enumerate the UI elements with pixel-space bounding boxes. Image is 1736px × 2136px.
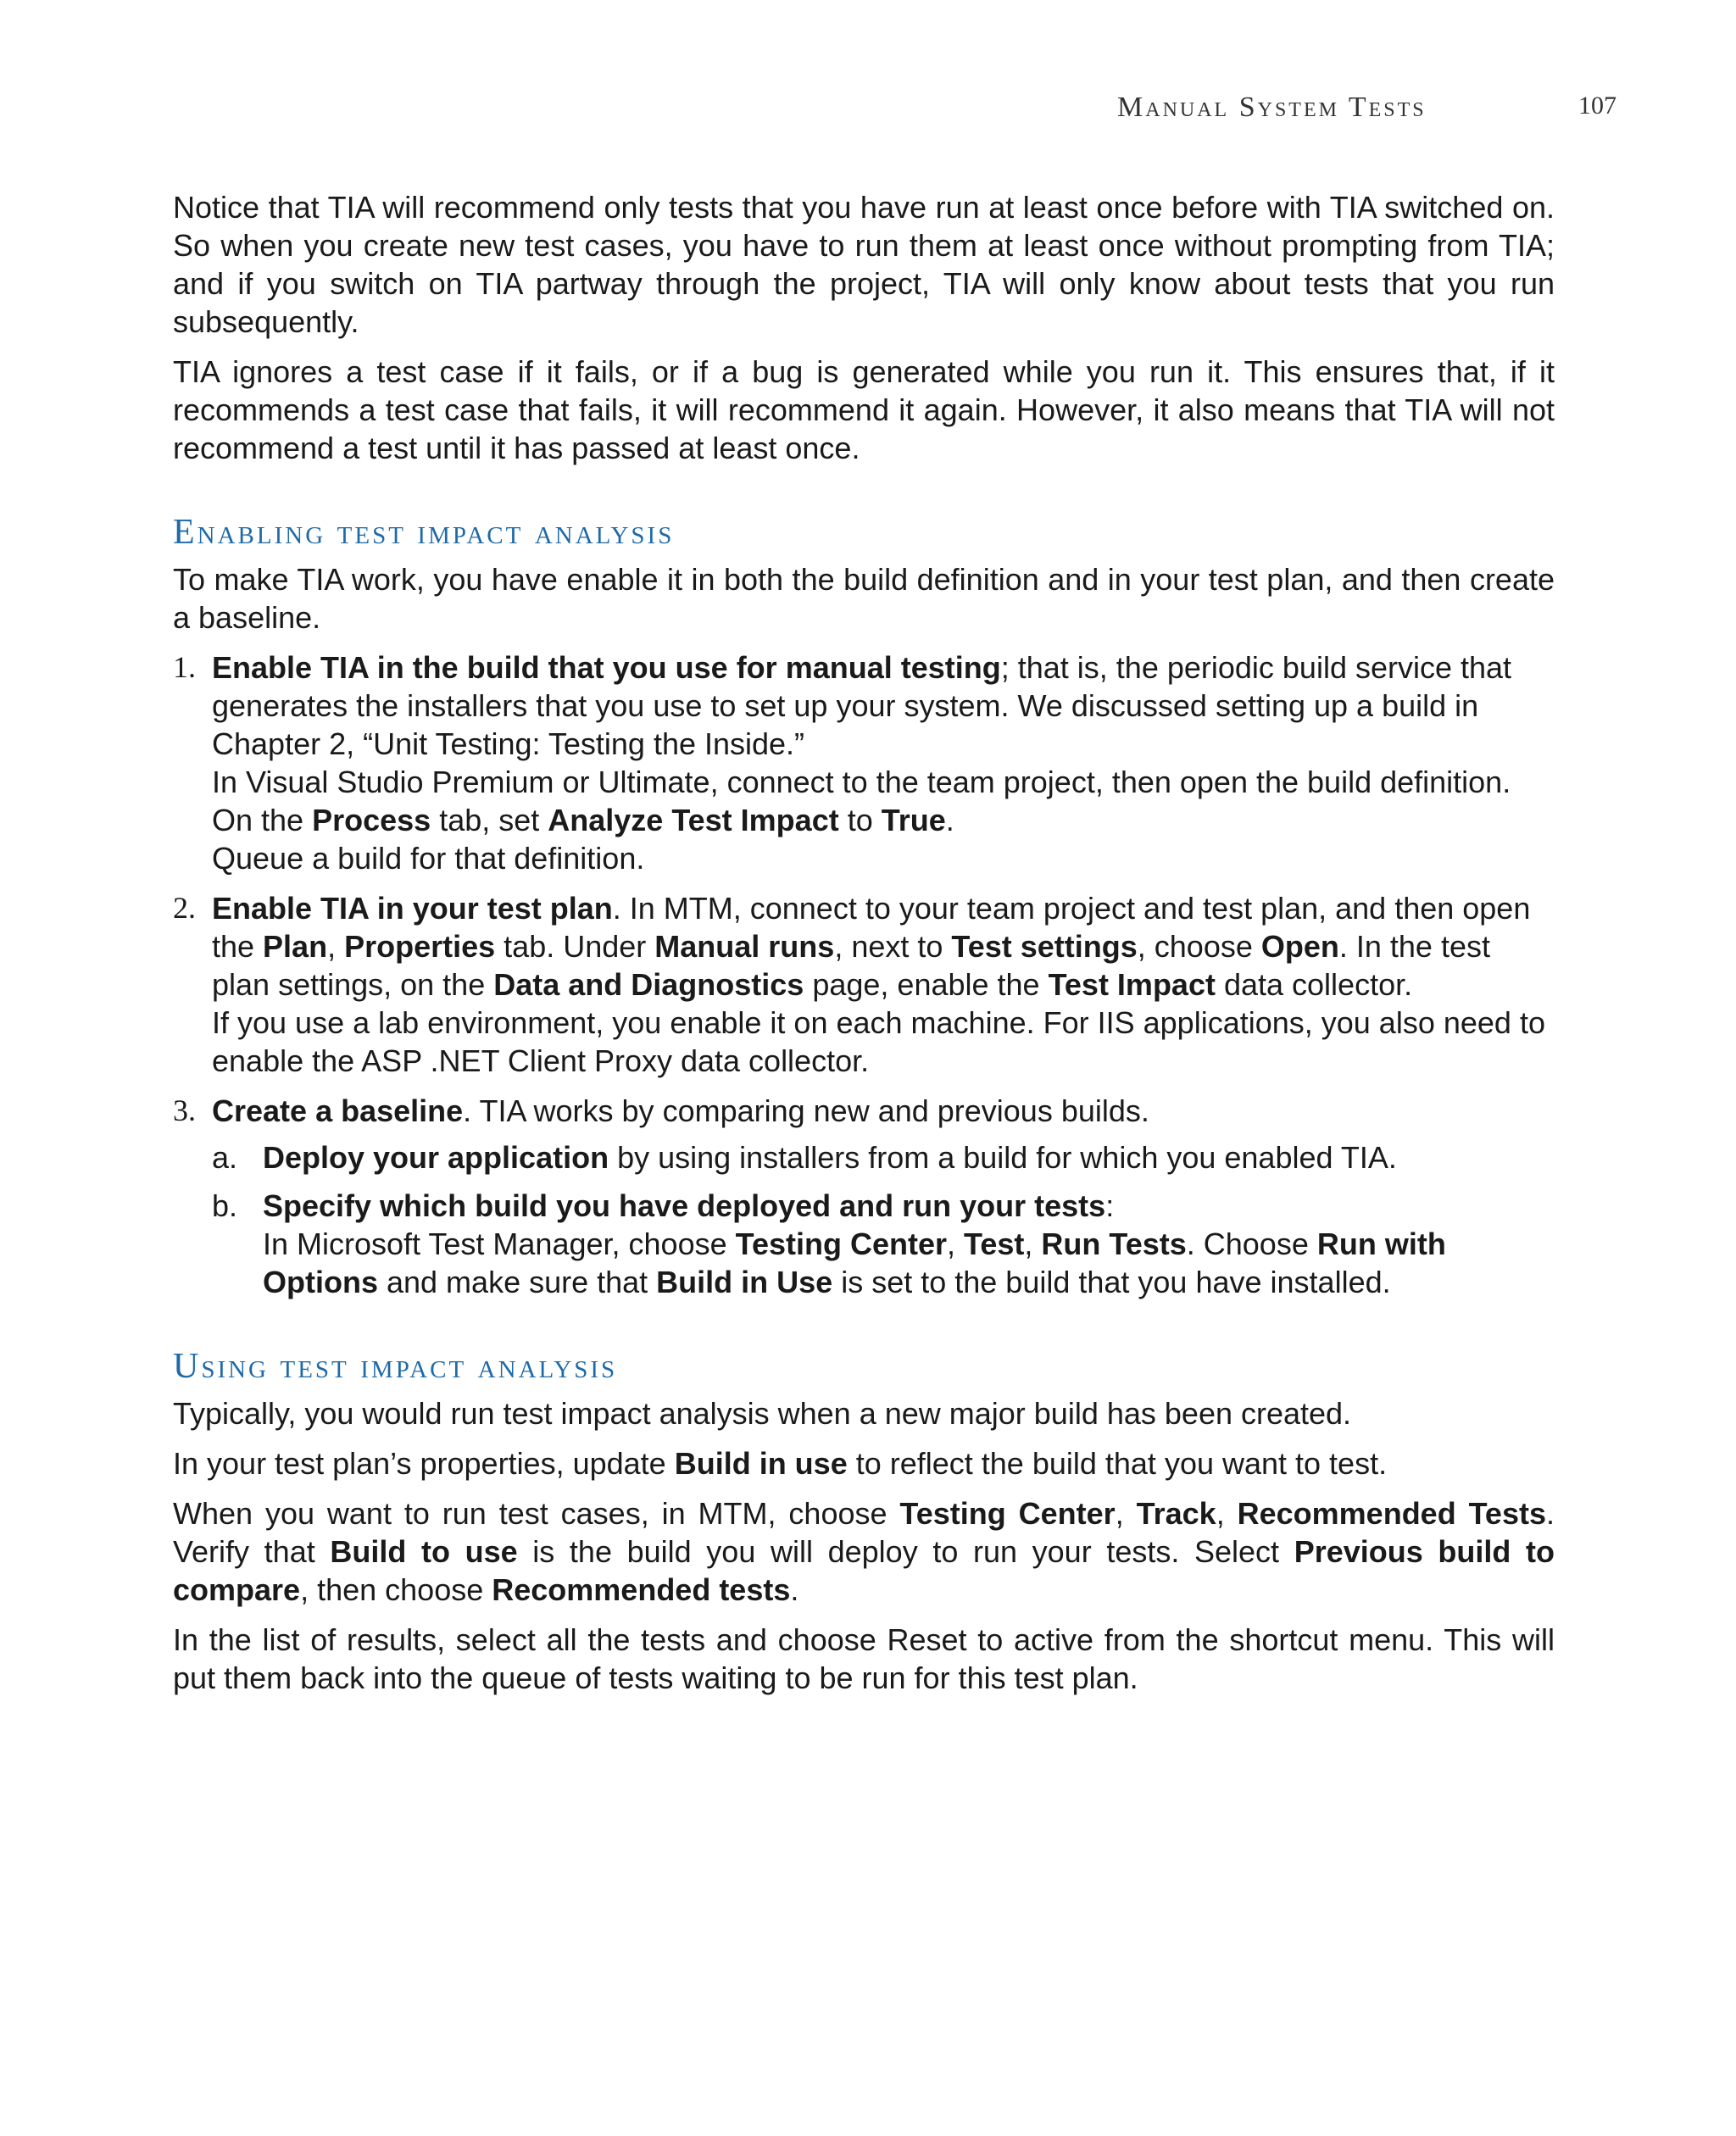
list-number: 1. [173,650,196,684]
section-heading-enabling: Enabling test impact analysis [173,513,675,552]
sub-item-a: a. Deploy your application by using installers from a build for which you enabled TIA. [212,1140,1397,1175]
section2-paragraph-3: When you want to run test cases, in MTM, choose Testing Center, Track, Recommended Tests. Verify that Build to use is the build you will deploy to run your tests. Select Previous build to compare, then choose Recommended tests. [173,1496,1555,1607]
sub-item-b-para-2: In Microsoft Test Manager, choose Testing Center, Test, Run Tests. Choose Run with Options and make sure that Build in Use is set to the build that you have installed. [263,1227,1446,1299]
section2-paragraph-4: In the list of results, select all the tests and choose Reset to active from the shortcut menu. This will put them back into the queue of tests waiting to be run for this test plan. [173,1622,1555,1695]
list-item-1-para-1: Enable TIA in the build that you use for manual testing; that is, the periodic build service that generates the installers that you use to set up your system. We discussed setting up a build in Chapter 2, “Unit Testing: Testing the Inside.” [212,650,1512,761]
list-number: 3. [173,1093,196,1127]
page-number: 107 [1578,92,1616,120]
section1-intro: To make TIA work, you have enable it in both the build definition and in your test plan, and then create a baseline. [173,562,1555,635]
list-item-1-para-3: Queue a build for that definition. [212,841,645,876]
sub-item-b-para-1: Specify which build you have deployed and run your tests: [263,1188,1115,1223]
list-number: 2. [173,891,196,925]
intro-paragraph-2: TIA ignores a test case if it fails, or if a bug is generated while you run it. This ensures that, if it recommends a test case that fails, it will recommend it again. However, it also means that TIA will not recommend a test until it has passed at least once. [173,354,1555,465]
intro-paragraph-1: Notice that TIA will recommend only tests that you have run at least once before with TIA switched on. So when you create new test cases, you have to run them at least once without prompting from TIA; and if you switch on TIA partway through the project, TIA will only know about tests that you run subsequently. [173,190,1555,339]
running-title: Manual System Tests [1117,92,1427,123]
page-content [173,188,1555,1709]
sub-item-b [212,1187,1555,1301]
list-item-2 [173,889,1555,1080]
list-item-2-para-2: If you use a lab environment, you enable it on each machine. For IIS applications, you also need to enable the ASP .NET Client Proxy data collector. [212,1005,1545,1078]
sub-list [212,1138,1555,1301]
section-heading-using: Using test impact analysis [173,1347,618,1386]
sub-item-letter: b. [212,1188,238,1223]
list-item-3 [173,1092,1555,1301]
list-item-2-para-1: Enable TIA in your test plan. In MTM, connect to your team project and test plan, and then open the Plan, Properties tab. Under Manual runs, next to Test settings, choose Open. In the test plan settings, on the Data and Diagnostics page, enable the Test Impact data collector. [212,891,1531,1002]
running-header [0,92,1736,125]
list-item-3-para-1: Create a baseline. TIA works by comparing new and previous builds. [212,1093,1149,1128]
list-item-1 [173,648,1555,877]
list-item-1-para-2: In Visual Studio Premium or Ultimate, connect to the team project, then open the build definition. On the Process tab, set Analyze Test Impact to True. [212,765,1511,837]
section2-paragraph-2: In your test plan’s properties, update Build in use to reflect the build that you want to test. [173,1446,1388,1481]
section2-paragraph-1: Typically, you would run test impact analysis when a new major build has been created. [173,1396,1352,1431]
sub-item-letter: a. [212,1140,238,1175]
